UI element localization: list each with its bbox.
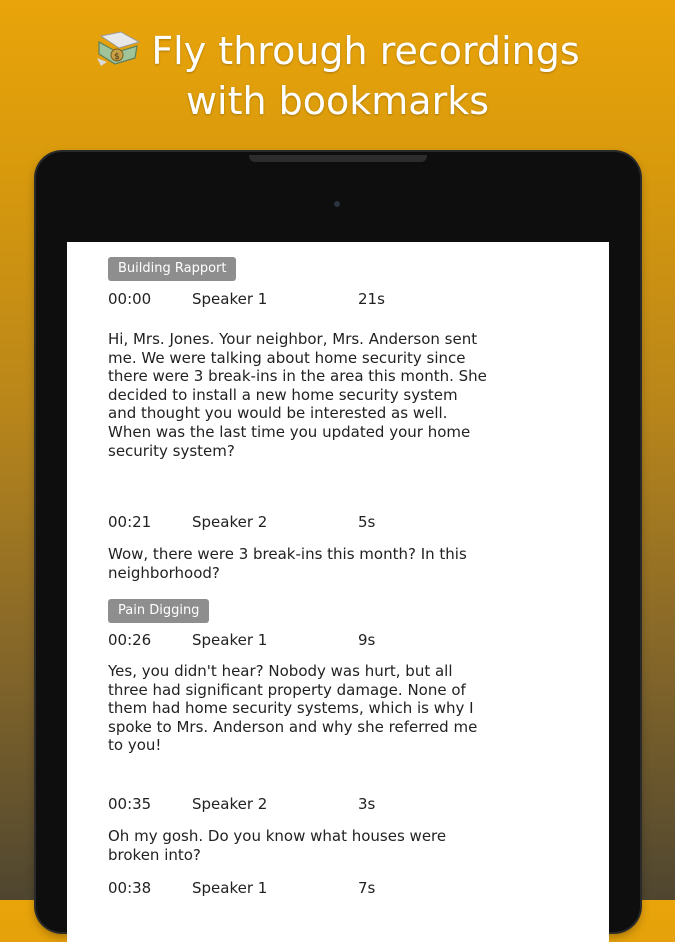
svg-text:$: $ [114,52,121,62]
entry-speaker: Speaker 2 [192,513,268,531]
headline-text-1: Fly through recordings [151,29,580,73]
entry-duration: 7s [358,879,376,897]
entry-text[interactable]: Yes, you didn't hear? Nobody was hurt, but all three had significant property damage. None of them had home security systems, which is why I spoke to Mrs. Anderson and why she referred me to you! [108,662,478,755]
entry-text[interactable]: Wow, there were 3 break-ins this month? In this neighborhood? [108,545,467,582]
bookmark-pain-digging[interactable]: Pain Digging [108,599,209,623]
entry-text[interactable]: Oh my gosh. Do you know what houses were broken into? [108,827,447,864]
entry-speaker: Speaker 1 [192,631,268,649]
entry-text[interactable]: Hi, Mrs. Jones. Your neighbor, Mrs. Anderson sent me. We were talking about home security since there were 3 break-ins in the area this month. She decided to install a new home security system and thought you would be interested as well. When was the last time you updated your home security system? [108,330,487,460]
headline [0,26,675,126]
tablet-frame [36,152,640,932]
entry-speaker: Speaker 1 [192,879,268,897]
transcript-screen[interactable] [67,242,609,942]
entry-speaker: Speaker 1 [192,290,268,308]
entry-time[interactable]: 00:00 [108,290,152,308]
entry-time[interactable]: 00:26 [108,631,152,649]
entry-time[interactable]: 00:21 [108,513,152,531]
entry-duration: 21s [358,290,385,308]
camera-icon [334,201,340,207]
bookmark-building-rapport[interactable]: Building Rapport [108,257,236,281]
entry-time[interactable]: 00:35 [108,795,152,813]
entry-time[interactable]: 00:38 [108,879,152,897]
entry-duration: 9s [358,631,376,649]
money-with-wings-icon [95,28,141,68]
headline-line-1 [0,26,675,76]
tablet-notch [249,155,427,162]
entry-duration: 3s [358,795,376,813]
entry-speaker: Speaker 2 [192,795,268,813]
headline-line-2: with bookmarks [185,79,490,123]
entry-duration: 5s [358,513,376,531]
